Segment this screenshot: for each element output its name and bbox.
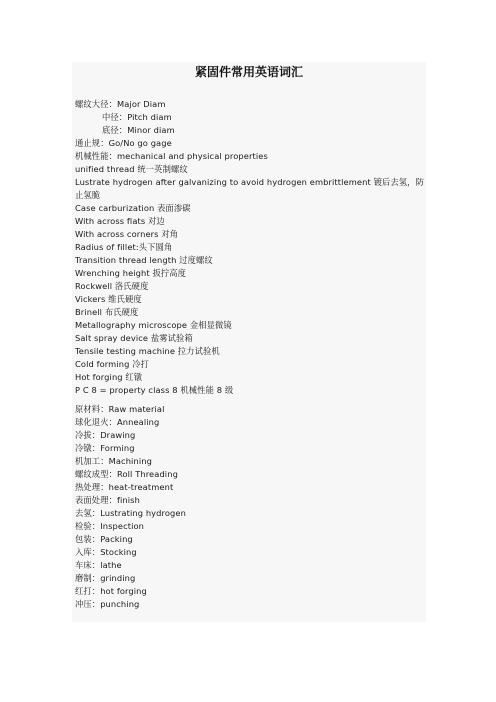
term-line: Brinell 布氏硬度	[75, 307, 139, 317]
process-line: 热处理：heat-treatment	[75, 482, 174, 492]
process-line: 去氢：Lustrating hydrogen	[75, 508, 186, 518]
process-line: 球化退火：Annealing	[75, 417, 160, 427]
term-line: Lustrate hydrogen after galvanizing to avoid hydrogen embrittlement 镀后去氢，防止氢脆	[75, 177, 424, 200]
term-line: Case carburization 表面渗碳	[75, 203, 191, 213]
term-line: 通止规：Go/No go gage	[75, 138, 172, 148]
process-line: 螺纹成型：Roll Threading	[75, 469, 178, 479]
term-line: 底径：Minor diam	[102, 125, 175, 135]
process-line: 磨制：grinding	[75, 573, 136, 583]
term-line: 螺纹大径：Major Diam	[75, 99, 166, 109]
term-line: Rockwell 洛氏硬度	[75, 281, 149, 291]
process-line: 冷拔：Drawing	[75, 430, 136, 440]
process-line: 冲压：punching	[75, 599, 140, 609]
process-line: 冷镦：Forming	[75, 443, 135, 453]
term-line: Salt spray device 盐雾试验箱	[75, 333, 193, 343]
term-line: Cold forming 冷打	[75, 359, 149, 369]
process-line: 入库：Stocking	[75, 547, 137, 557]
process-line: 表面处理：finish	[75, 495, 140, 505]
term-line: Tensile testing machine 拉力试验机	[75, 346, 220, 356]
vocabulary-list	[75, 98, 425, 611]
term-line: With across flats 对边	[75, 216, 165, 226]
document-title: 紧固件常用英语词汇	[194, 65, 303, 79]
term-line: Metallography microscope 金相显微镜	[75, 320, 232, 330]
term-line: P C 8 = property class 8 机械性能 8 级	[75, 385, 234, 395]
term-line: With across corners 对角	[75, 229, 179, 239]
process-line: 包装：Packing	[75, 534, 133, 544]
process-line: 检验：Inspection	[75, 521, 145, 531]
process-line: 车床：lathe	[75, 560, 122, 570]
process-line: 红打：hot forging	[75, 586, 147, 596]
process-line: 原材料：Raw material	[75, 404, 165, 414]
term-line: Vickers 维氏硬度	[75, 294, 142, 304]
term-line: 机械性能：mechanical and physical properties	[75, 151, 268, 161]
term-line: Hot forging 红镦	[75, 372, 143, 382]
term-line: 中径：Pitch diam	[102, 112, 172, 122]
process-line: 机加工：Machining	[75, 456, 152, 466]
term-line: Wrenching height 扳拧高度	[75, 268, 187, 278]
term-line: Transition thread length 过度螺纹	[75, 255, 213, 265]
term-line: unified thread 统一英制螺纹	[75, 164, 188, 174]
term-line: Radius of fillet:头下圆角	[75, 242, 173, 252]
